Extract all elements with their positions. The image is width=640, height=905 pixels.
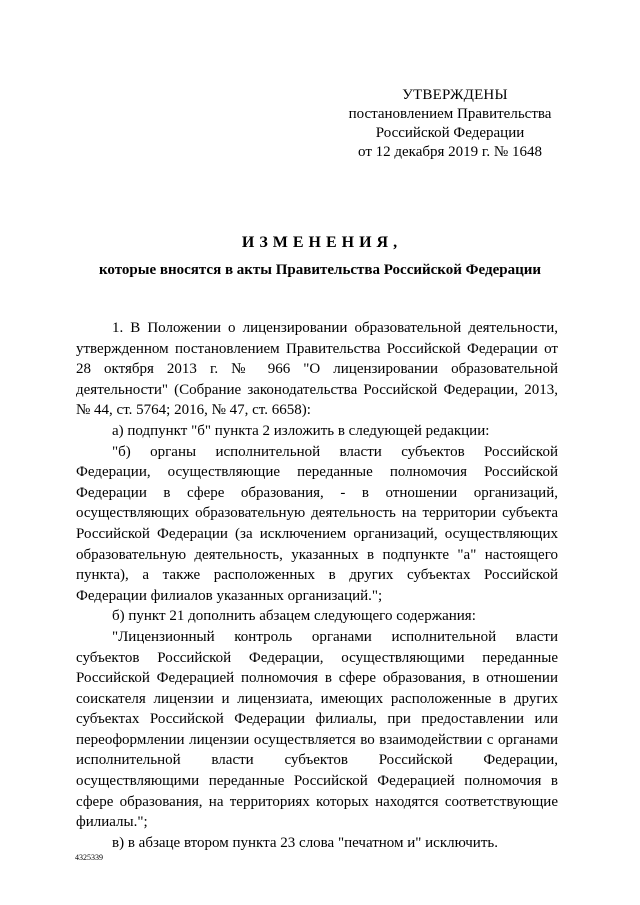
approval-line-country: Российской Федерации <box>375 125 525 141</box>
paragraph-1: 1. В Положении о лицензировании образовательной деятельности, утвержденном постановлением Правительства Российской Федерации от 28 октября 2013 г. № 966 "О лицензировании образовательной деятельности" (Собрание законодательства Российской Федерации, 2013, № 44, ст. 5764; 2016, № 47, ст. 6658): <box>76 320 558 419</box>
approval-line-resolution: постановлением Правительства <box>348 106 552 122</box>
paragraph-4: б) пункт 21 дополнить абзацем следующего содержания: <box>112 608 476 625</box>
approval-block <box>300 86 600 162</box>
paragraph-3: "б) органы исполнительной власти субъектов Российской Федерации, осуществляющие переданные полномочия Российской Федерации в сфере образования, - в отношении организаций, осуществляющих образовательную деятельность на территории субъекта Российской Федерации (за исключением организаций, осуществляющих образовательную деятельность, указанных в подпункте "а" настоящего пункта), а также расположенных в других субъектах Российской Федерации филиалов указанных организаций."; <box>76 443 558 604</box>
paragraph-2: а) подпункт "б" пункта 2 изложить в следующей редакции: <box>112 422 490 439</box>
paragraph-6: в) в абзаце втором пункта 23 слова "печатном и" исключить. <box>112 834 498 851</box>
footer-document-code: 4325339 <box>75 853 103 862</box>
approval-heading: УТВЕРЖДЕНЫ <box>402 87 508 103</box>
paragraph-5: "Лицензионный контроль органами исполнительной власти субъектов Российской Федерации, осуществляющими переданные Российской Федерацией полномочия в сфере образования, в отношении соискателя лицензии и лицензиата, имеющих расположенные в других субъектах Российской Федерации филиалы, при предоставлении или переоформлении лицензии осуществляется во взаимодействии с органами исполнительной власти субъектов Российской Федерации, осуществляющими переданные Российской Федерацией полномочия в сфере образования, на территориях которых находятся соответствующие филиалы."; <box>76 628 558 831</box>
document-title: ИЗМЕНЕНИЯ, <box>241 234 403 251</box>
document-body <box>76 318 558 853</box>
document-subtitle: которые вносятся в акты Правительства Российской Федерации <box>98 262 542 278</box>
approval-line-date: от 12 декабря 2019 г. № 1648 <box>358 144 542 160</box>
